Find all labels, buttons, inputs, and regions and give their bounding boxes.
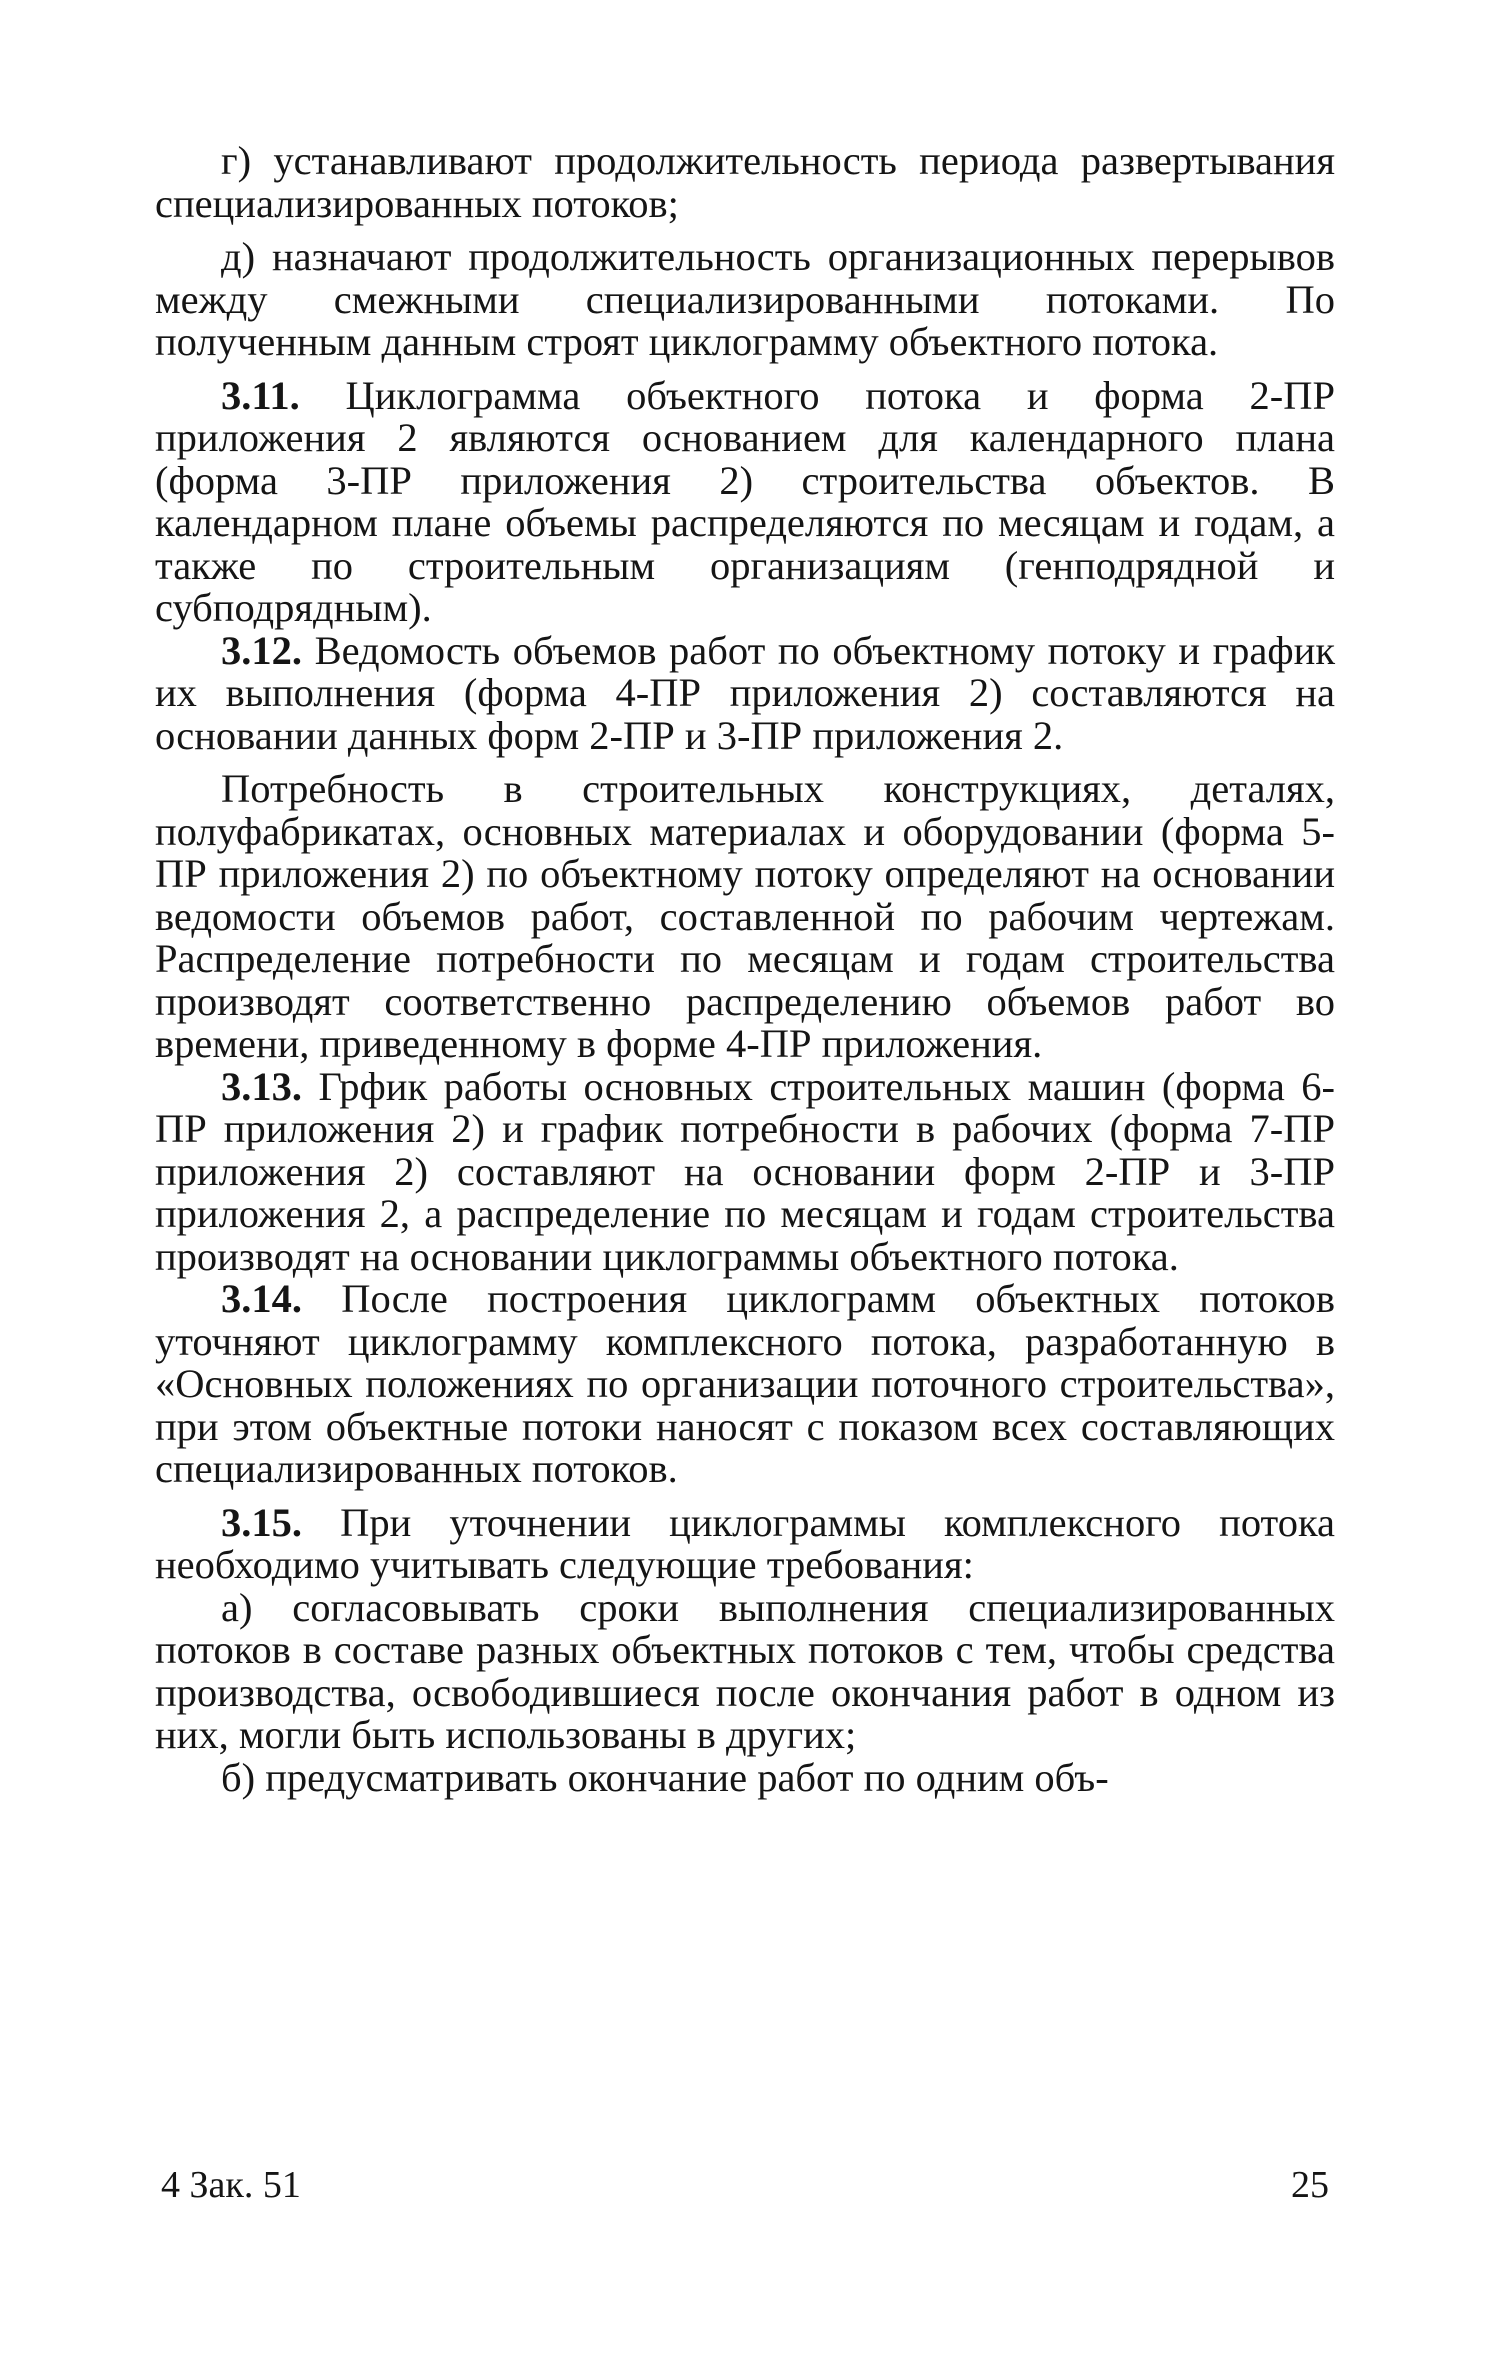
paragraph-text: д) назначают продолжительность организационных перерывов между смежными специализированными потоками. По полученным данным строят циклограмму объектного потока. (155, 234, 1335, 364)
printing-signature: 4 Зак. 51 (161, 2164, 301, 2206)
section-number: 3.13. (221, 1063, 302, 1109)
paragraph-text: г) устанавливают продолжительность периода развертывания специализированных потоков; (155, 138, 1335, 226)
paragraph-b (155, 1754, 1335, 1800)
paragraph-text: Ведомость объемов работ по объектному потоку и график их выполнения (форма 4-ПР приложения 2) составляются на основании данных форм 2-ПР и 3-ПР приложения 2. (155, 627, 1335, 758)
paragraph-text: б) предусматривать окончание работ по одним объ- (221, 1754, 1109, 1800)
paragraph-text: Циклограмма объектного потока и форма 2-ПР приложения 2 являются основанием для календарного плана (форма 3-ПР приложения 2) строительства объектов. В календарном плане объемы распределяются по месяцам и годам, а также по строительным организациям (генподрядной и субподрядным). (155, 372, 1335, 630)
document-page (155, 140, 1335, 2280)
paragraph-text: При уточнении циклограммы комплексного потока необходимо учитывать следующие требования: (155, 1499, 1335, 1587)
paragraph-3-13 (155, 1063, 1335, 1279)
page-footer (155, 2165, 1335, 2205)
paragraph-text: а) согласовывать сроки выполнения специализированных потоков в составе разных объектных потоков с тем, чтобы средства производства, освободившиеся после окончания работ в одном из них, могли быть использованы в других; (155, 1584, 1335, 1757)
section-number: 3.12. (221, 627, 302, 673)
paragraph-3-11 (155, 372, 1335, 630)
paragraph-d (155, 236, 1335, 364)
body-text (155, 140, 1335, 1799)
section-number: 3.15. (221, 1499, 302, 1545)
paragraph-g (155, 140, 1335, 225)
paragraph-text: Потребность в строительных конструкциях, деталях, полуфабрикатах, основных материалах и оборудовании (форма 5-ПР приложения 2) по объектному потоку определяют на основании ведомости объемов работ, составленной по рабочим чертежам. Распределение потребности по месяцам и годам строительства производят соответственно распределению объемов работ во времени, приведенному в форме 4-ПР приложения. (155, 766, 1335, 1066)
paragraph-3-15 (155, 1499, 1335, 1587)
section-number: 3.14. (221, 1276, 302, 1321)
paragraph-text: После построения циклограмм объектных потоков уточняют циклограмму комплексного потока, разработанную в «Основных положениях по организации поточного строительства», при этом объектные потоки наносят с показом всех составляющих специализированных потоков. (155, 1276, 1335, 1491)
paragraph-text: Грфик работы основных строительных машин (форма 6-ПР приложения 2) и график потребности в рабочих (форма 7-ПР приложения 2) составляют на основании форм 2-ПР и 3-ПР приложения 2, а распределение по месяцам и годам строительства производят на основании циклограммы объектного потока. (155, 1063, 1335, 1279)
paragraph-3-12 (155, 627, 1335, 758)
page-number: 25 (1291, 2164, 1329, 2206)
paragraph-potrebnost (155, 768, 1335, 1066)
paragraph-a (155, 1584, 1335, 1757)
section-number: 3.11. (221, 372, 300, 418)
paragraph-3-14 (155, 1278, 1335, 1491)
